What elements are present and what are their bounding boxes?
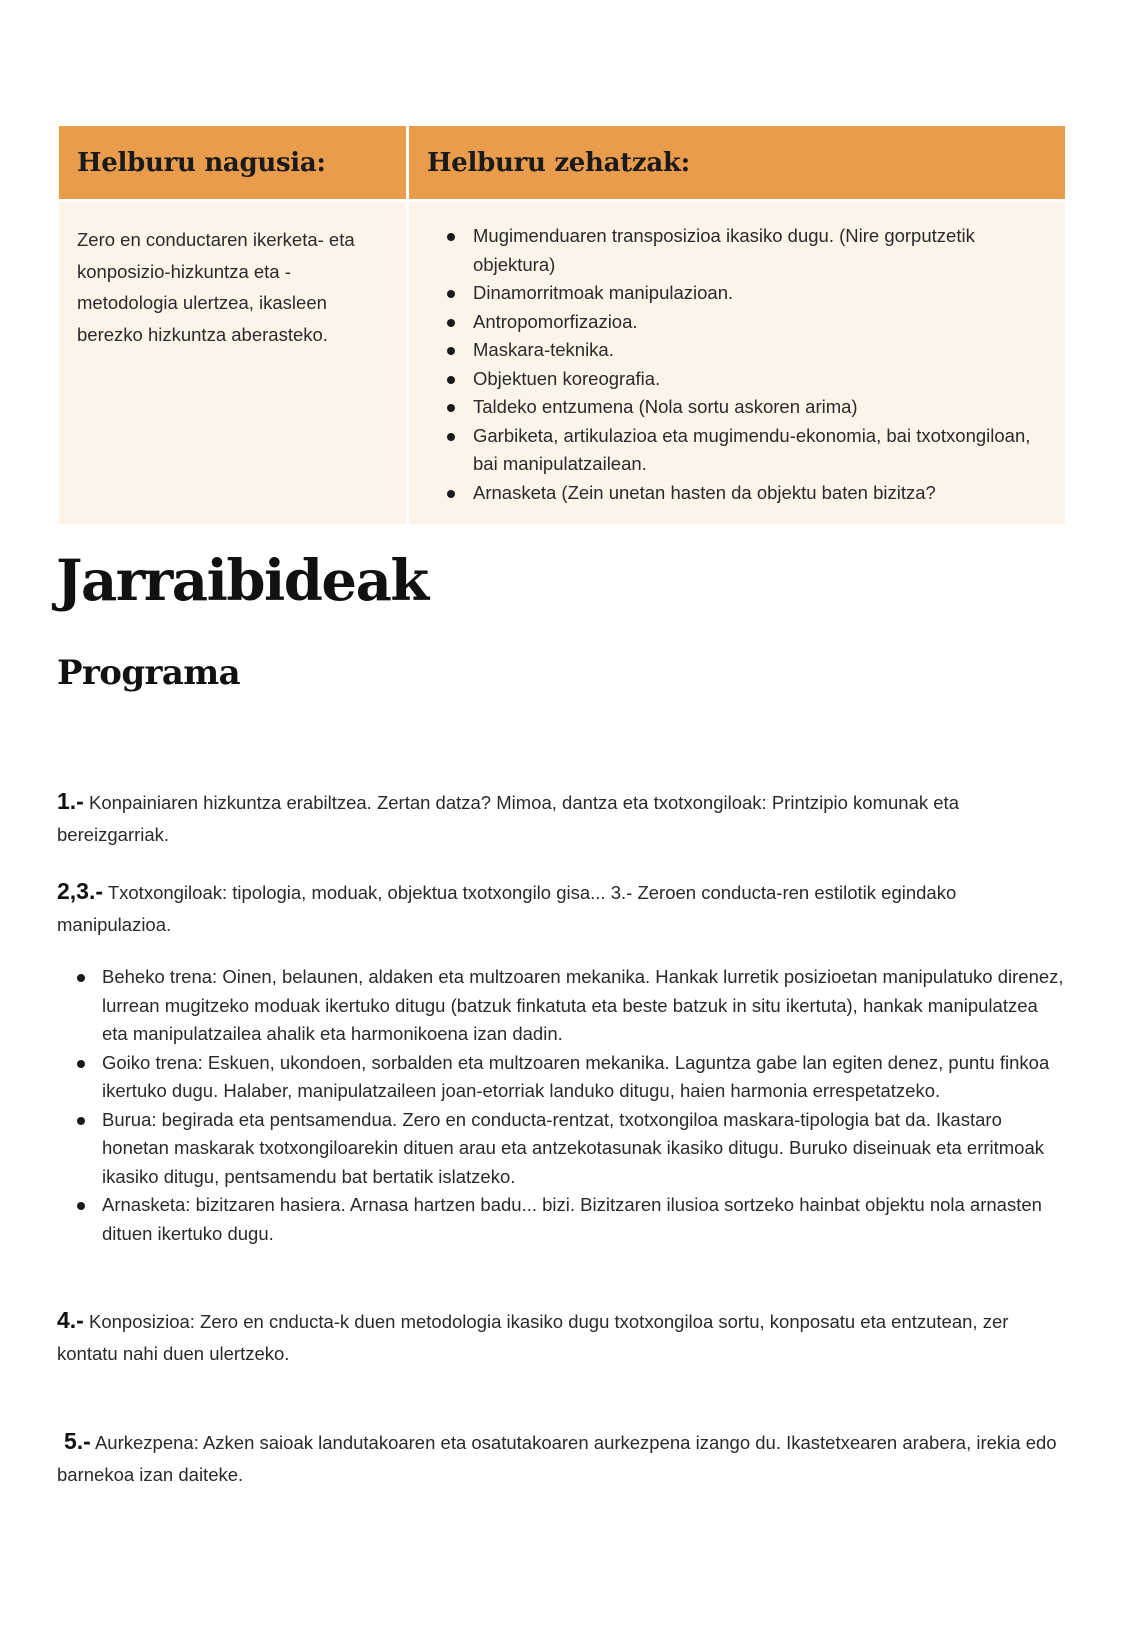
main-goal-heading: Helburu nagusia: (77, 147, 326, 178)
program-item-number: 2,3.- (57, 878, 104, 904)
program-item-number: 1.- (57, 788, 84, 814)
program-item-1 (57, 785, 1057, 851)
program-item-number: 4.- (57, 1307, 84, 1333)
list-item: Maskara-teknika. (447, 336, 1035, 365)
program-item-text: Konposizioa: Zero en cnducta-k duen metodologia ikasiko dugu txotxongiloa sortu, konposatu eta entzutean, zer kontatu nahi duen ulertzeko. (57, 1311, 1009, 1364)
list-item: Dinamorritmoak manipulazioan. (447, 279, 1035, 308)
page-title: Jarraibideak (56, 548, 428, 614)
program-item-text: Aurkezpena: Azken saioak landutakoaren eta osatutakoaren aurkezpena izango du. Ikastetxearen arabera, irekia edo barnekoa izan daiteke. (57, 1432, 1057, 1485)
program-item-text: Txotxongiloak: tipologia, moduak, objektua txotxongilo gisa... 3.- Zeroen conducta-ren estilotik egindako manipulazioa. (57, 882, 957, 935)
list-item: Arnasketa: bizitzaren hasiera. Arnasa hartzen badu... bizi. Bizitzaren ilusioa sortzeko hainbat objektu nola arnasten dituen ikertuko dugu. (57, 1191, 1067, 1248)
program-item-5 (57, 1425, 1057, 1491)
program-item-text: Konpainiaren hizkuntza erabiltzea. Zertan datza? Mimoa, dantza eta txotxongiloak: Printzipio komunak eta bereizgarriak. (57, 792, 959, 845)
specific-goals-list (409, 202, 1065, 507)
main-goal-cell (59, 202, 406, 524)
program-bullet-list (57, 963, 1067, 1248)
list-item: Mugimenduaren transposizioa ikasiko dugu. (Nire gorputzetik objektura) (447, 222, 1035, 279)
list-item: Goiko trena: Eskuen, ukondoen, sorbalden eta multzoaren mekanika. Laguntza gabe lan egiten denez, puntu finkoa ikertuko dugu. Halaber, manipulatzaileen joan-etorriak landuko ditugu, haien harmonia errespetatzeko. (57, 1049, 1067, 1106)
section-title: Programa (57, 653, 241, 693)
list-item: Objektuen koreografia. (447, 365, 1035, 394)
list-item: Arnasketa (Zein unetan hasten da objektu baten bizitza? (447, 479, 1035, 508)
specific-goals-header (409, 126, 1065, 199)
list-item: Burua: begirada eta pentsamendua. Zero en conducta-rentzat, txotxongiloa maskara-tipologia bat da. Ikastaro honetan maskarak txotxongiloarekin dituen arau eta antzekotasunak ikasiko ditugu. Buruko diseinuak eta erritmoak ikasiko ditugu, pentsamendu bat bertatik islatzeko. (57, 1106, 1067, 1192)
program-item-number: 5.- (64, 1428, 91, 1454)
list-item: Garbiketa, artikulazioa eta mugimendu-ekonomia, bai txotxongiloan, bai manipulatzailean. (447, 422, 1035, 479)
specific-goals-heading: Helburu zehatzak: (427, 147, 690, 178)
list-item: Taldeko entzumena (Nola sortu askoren arima) (447, 393, 1035, 422)
program-item-4 (57, 1304, 1057, 1370)
main-goal-header (59, 126, 406, 199)
main-goal-text: Zero en conductaren ikerketa- eta konposizio-hizkuntza eta -metodologia ulertzea, ikasleen berezko hizkuntza aberasteko. (77, 229, 355, 345)
program-item-2-3 (57, 875, 1057, 941)
list-item: Antropomorfizazioa. (447, 308, 1035, 337)
specific-goals-cell (409, 202, 1065, 524)
list-item: Beheko trena: Oinen, belaunen, aldaken eta multzoaren mekanika. Hankak lurretik posizioetan manipulatuko direnez, lurrean mugitzeko moduak ikertuko ditugu (batzuk finkatuta eta beste batzuk in situ ikertuta), hankak manipulatzea eta manipulatzailea ahalik eta harmonikoena izan dadin. (57, 963, 1067, 1049)
goals-table (59, 126, 1065, 524)
